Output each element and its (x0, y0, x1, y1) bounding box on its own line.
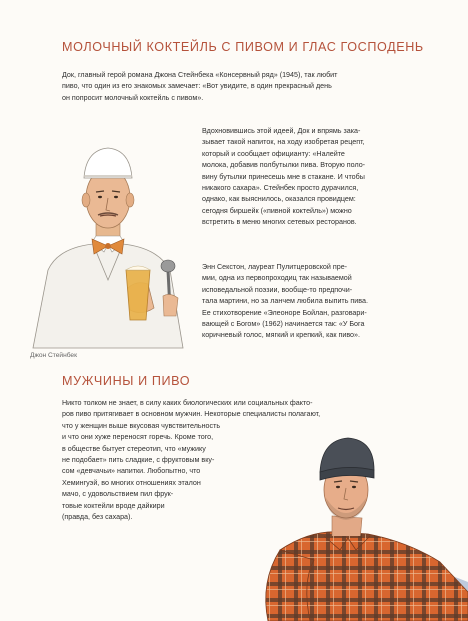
section-title-men-and-beer: МУЖЧИНЫ И ПИВО (62, 374, 191, 388)
text-line: однако, как выяснилось, оказался провидцем: (202, 195, 356, 204)
steinbeck-illustration (18, 120, 198, 348)
text-line: встретить в меню многих сетевых ресторанов. (202, 218, 357, 227)
text-line: мачо, с удовольствием пил фрук- (62, 490, 174, 499)
text-line: пиво, что один из его знакомых замечает: «Вот увидите, в один прекрасный день (62, 82, 332, 91)
text-line: коричневый голос, мягкий и крепкий, как пиво». (202, 331, 360, 340)
text-line: Ее стихотворение «Элеоноре Бойлан, разговари- (202, 308, 367, 317)
text-line: никакого сахара». Стейнбек просто дурачился, (202, 184, 359, 193)
text-line: товые коктейли вроде дайкири (62, 501, 165, 510)
text-line: в обществе бытует стереотип, что «мужику (62, 444, 206, 453)
text-line: Вдохновившись этой идеей, Док и впрямь зака- (202, 127, 361, 135)
beer-glass-icon (126, 266, 150, 320)
text-line: исповедальной поэзии, вообще-то предпочи- (202, 285, 353, 294)
text-line: (правда, без сахара). (62, 513, 133, 522)
text-line: Энн Секстон, лауреат Пулитцеровской пре- (202, 263, 348, 271)
text-line: Хемингуэй, во многих отношениях эталон (62, 478, 201, 487)
section-title-milkshake: МОЛОЧНЫЙ КОКТЕЙЛЬ С ПИВОМ И ГЛАС ГОСПОДЕНЬ (62, 40, 424, 54)
text-line: тала мартини, но за ланчем любила выпить пива. (202, 297, 368, 306)
intro-paragraph (62, 70, 337, 104)
text-line: что у женщин выше вкусовая чувствительность (62, 421, 221, 430)
text-line: Никто толком не знает, в силу каких биологических или социальных факто- (62, 399, 313, 407)
text-line: и что они хуже переносят горечь. Кроме того, (62, 433, 214, 442)
text-line: Док, главный герой романа Джона Стейнбека «Консервный ряд» (1945), так любит (62, 71, 338, 79)
beanie-hat-icon (320, 438, 374, 480)
text-line: он попросит молочный коктейль с пивом». (62, 93, 204, 102)
text-line: сом «девчачьи» напитки. Любопытно, что (62, 467, 201, 476)
illustration-caption: Джон Стейнбек (30, 352, 77, 359)
doc-recipe-paragraph (202, 126, 365, 229)
lumberjack-illustration (240, 432, 468, 621)
text-line: мии, одна из первопроходиц так называемой (202, 274, 352, 283)
text-line: который и сообщает официанту: «Налейте (202, 149, 345, 158)
text-line: вающей с Богом» (1962) начинается так: «У Бога (202, 320, 365, 329)
text-line: сегодня биршейк («пивной коктейль») можно (202, 206, 352, 215)
sexton-paragraph (202, 262, 368, 342)
text-line: ров пиво притягивает в основном мужчин. Некоторые специалисты полагают, (62, 410, 321, 419)
text-line: зывает такой напиток, на ходу изобретая рецепт, (202, 138, 365, 147)
text-line: не подобает» пить сладкие, с фруктовым вку- (62, 456, 215, 465)
text-line: молока, добавив полбутылки пива. Вторую поло- (202, 161, 366, 170)
text-line: вину бутылки принесешь мне в стакане. И чтобы (202, 172, 365, 181)
